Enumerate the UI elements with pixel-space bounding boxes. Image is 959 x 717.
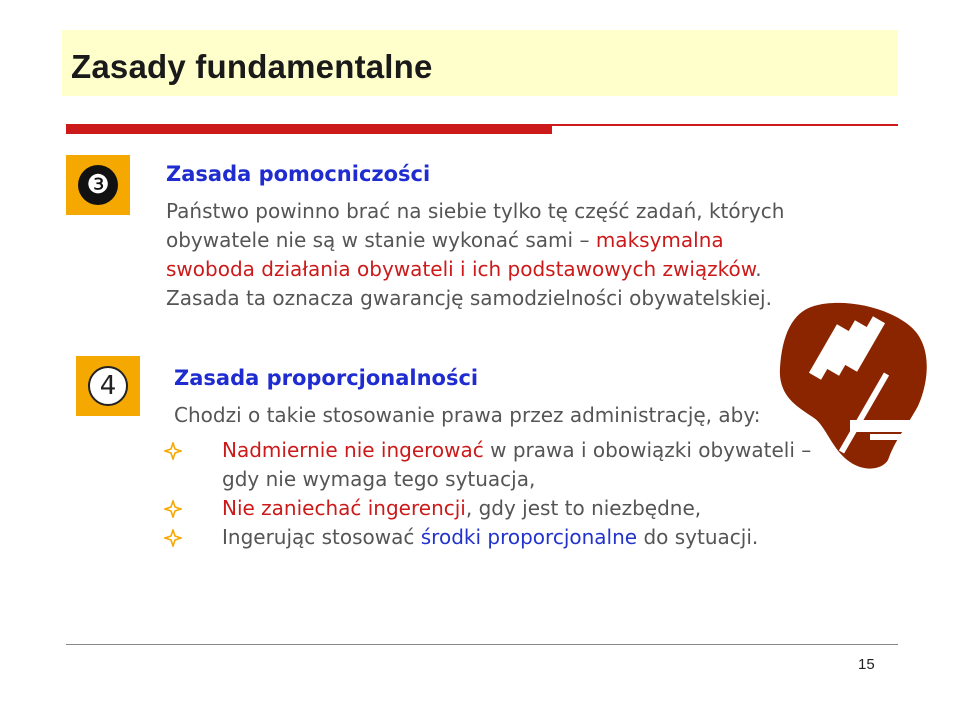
bullet-3-highlight: środki proporcjonalne xyxy=(420,525,638,549)
bullet-3-rest: do sytuacji. xyxy=(637,525,759,549)
principle-3-body-part2: . Zasada ta oznacza gwarancję samodzielności obywatelskiej. xyxy=(166,257,772,310)
bullet-2-highlight: Nie zaniechać ingerencji xyxy=(222,496,466,520)
diamond-bullet-icon xyxy=(164,529,182,547)
diamond-bullet-icon xyxy=(164,500,182,518)
principle-4-intro: Chodzi o takie stosowanie prawa przez administrację, aby: xyxy=(174,403,761,427)
circled-4-icon: 4 xyxy=(88,366,128,406)
principle-4-badge xyxy=(76,356,140,416)
page-number: 15 xyxy=(858,656,875,673)
principle-3-heading: Zasada pomocniczości xyxy=(166,162,431,186)
title-underline-bar xyxy=(66,124,552,134)
bullet-2-rest: , gdy jest to niezbędne, xyxy=(465,496,702,520)
bullet-1-rest: w prawa i obowiązki obywateli – gdy nie wymaga tego sytuacja, xyxy=(222,438,812,491)
circled-3-icon: ❸ xyxy=(78,165,118,205)
bullet-1-highlight: Nadmiernie nie ingerować xyxy=(222,438,484,462)
principle-3-body-highlight: maksymalna swoboda działania obywateli i ich podstawowych związków xyxy=(166,228,756,281)
gavel-guitar-icon xyxy=(778,302,930,470)
list-item xyxy=(164,494,814,523)
bullet-3-lead: Ingerując stosować xyxy=(222,525,421,549)
principle-3-badge xyxy=(66,155,130,215)
footer-rule xyxy=(66,644,898,645)
principle-3-section xyxy=(166,160,806,313)
slide-title: Zasady fundamentalne xyxy=(71,48,433,85)
diamond-bullet-icon xyxy=(164,442,182,460)
list-item xyxy=(164,436,814,494)
principle-4-bullet-list xyxy=(164,436,814,552)
title-underline-rule xyxy=(552,124,898,126)
principle-4-section xyxy=(174,364,814,552)
principle-3-body xyxy=(166,197,806,313)
list-item xyxy=(164,523,814,552)
principle-3-body-part1: Państwo powinno brać na siebie tylko tę część zadań, których obywatele nie są w stanie wykonać sami – xyxy=(166,199,785,252)
title-band xyxy=(62,30,898,96)
principle-4-heading: Zasada proporcjonalności xyxy=(174,366,479,390)
